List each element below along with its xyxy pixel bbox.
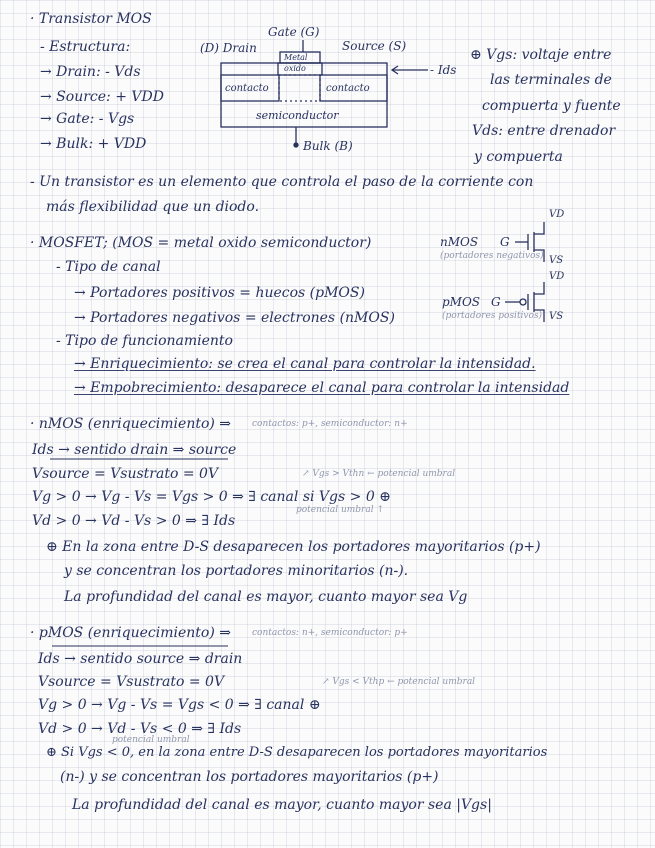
drain-row: → Drain: - Vds — [40, 64, 141, 80]
empobrecimiento: → Empobrecimiento: desaparece el canal para controlar la intensidad — [74, 380, 570, 396]
nmos-note-line-1: ⊕ En la zona entre D-S desaparecen los portadores mayoritarios (p+) — [46, 539, 541, 555]
pmos-ids: Ids → sentido source ⇒ drain — [38, 651, 243, 667]
portadores-negativos: → Portadores negativos = electrones (nMOS) — [74, 310, 395, 326]
pmos-gate-label: G — [491, 295, 501, 309]
vgs-note-3: compuerta y fuente — [482, 98, 621, 114]
pmos-sub-label: (portadores positivos) — [442, 311, 543, 321]
nmos-umbral-note: potencial umbral ↑ — [296, 505, 384, 515]
vgs-note-1: ⊕ Vgs: voltaje entre — [470, 47, 612, 63]
definition-line-2: más flexibilidad que un diodo. — [46, 199, 260, 215]
nmos-vd-label: VD — [549, 209, 565, 220]
nmos-vsource: Vsource = Vsustrato = 0V — [32, 466, 219, 482]
gate-row: → Gate: - Vgs — [40, 111, 135, 127]
pmos-threshold-note: ↗ Vgs < Vthp ← potencial umbral — [322, 677, 476, 687]
nmos-ids: Ids → sentido drain ⇒ source — [32, 442, 237, 458]
nmos-heading: · nMOS (enriquecimiento) ⇒ — [30, 416, 232, 432]
ids-label: - Ids — [430, 63, 457, 77]
pmos-note-line-1: ⊕ Si Vgs < 0, en la zona entre D-S desaparecen los portadores mayoritarios — [46, 745, 548, 760]
bulk-terminal — [294, 143, 298, 147]
bulk-label: Bulk (B) — [303, 139, 353, 153]
contacto-right-label: contacto — [326, 83, 370, 94]
vds-note-1: Vds: entre drenador — [472, 123, 616, 139]
pmos-umbral-note: potencial umbral — [112, 735, 190, 745]
pmos-vs-label: VS — [549, 311, 564, 322]
nmos-gate-label: G — [500, 235, 510, 249]
contacto-left-label: contacto — [225, 83, 269, 94]
semiconductor-label: semiconductor — [256, 109, 339, 122]
nmos-symbol-label: nMOS — [440, 235, 479, 249]
pmos-note-line-2: (n-) y se concentran los portadores mayoritarios (p+) — [60, 769, 439, 785]
nmos-vg-condition: Vg > 0 → Vg - Vs = Vgs > 0 ⇒ ∃ canal si Vgs > 0 ⊕ — [32, 489, 391, 505]
gate-label: Gate (G) — [268, 25, 320, 39]
drain-label: (D) Drain — [200, 41, 257, 55]
bulk-row: → Bulk: + VDD — [40, 136, 147, 152]
pmos-vsource: Vsource = Vsustrato = 0V — [38, 674, 225, 690]
channel-region — [279, 75, 320, 101]
estructura-heading: - Estructura: — [40, 39, 131, 55]
source-row: → Source: + VDD — [40, 89, 164, 105]
nmos-threshold-note: ↗ Vgs > Vthn ← potencial umbral — [302, 469, 456, 479]
nmos-vd-condition: Vd > 0 → Vd - Vs > 0 ⇒ ∃ Ids — [32, 513, 236, 529]
vgs-note-2: las terminales de — [490, 72, 612, 88]
source-label: Source (S) — [342, 39, 407, 53]
definition-line-1: - Un transistor es un elemento que controla el paso de la corriente con — [30, 174, 534, 190]
title-transistor-mos: · Transistor MOS — [30, 11, 152, 27]
metal-label: Metal — [284, 53, 308, 62]
nmos-note-line-2: y se concentran los portadores minoritarios (n-). — [64, 563, 409, 579]
pmos-vg-condition: Vg > 0 → Vg - Vs = Vgs < 0 ⇒ ∃ canal ⊕ — [38, 697, 321, 713]
pmos-vd-label: VD — [549, 271, 565, 282]
pmos-contacts: contactos: n+, semiconductor: p+ — [252, 628, 408, 638]
portadores-positivos: → Portadores positivos = huecos (pMOS) — [74, 285, 365, 301]
mosfet-heading: · MOSFET; (MOS = metal oxido semiconductor) — [30, 235, 372, 251]
vds-note-2: y compuerta — [474, 149, 563, 165]
tipo-canal: - Tipo de canal — [56, 259, 161, 275]
tipo-funcionamiento: - Tipo de funcionamiento — [56, 333, 233, 349]
pmos-vd-condition: Vd > 0 → Vd - Vs < 0 ⇒ ∃ Ids — [38, 721, 242, 737]
pmos-heading: · pMOS (enriquecimiento) ⇒ — [30, 625, 231, 641]
oxido-label: oxido — [284, 64, 306, 73]
nmos-sub-label: (portadores negativos) — [440, 251, 544, 261]
nmos-contacts: contactos: p+, semiconductor: n+ — [252, 419, 408, 429]
pmos-symbol-label: pMOS — [442, 295, 481, 309]
nmos-note-line-3: La profundidad del canal es mayor, cuanto mayor sea Vg — [64, 589, 468, 605]
nmos-vs-label: VS — [549, 255, 564, 266]
pmos-note-line-3: La profundidad del canal es mayor, cuanto mayor sea |Vgs| — [72, 797, 492, 813]
enriquecimiento: → Enriquecimiento: se crea el canal para controlar la intensidad. — [74, 356, 536, 372]
